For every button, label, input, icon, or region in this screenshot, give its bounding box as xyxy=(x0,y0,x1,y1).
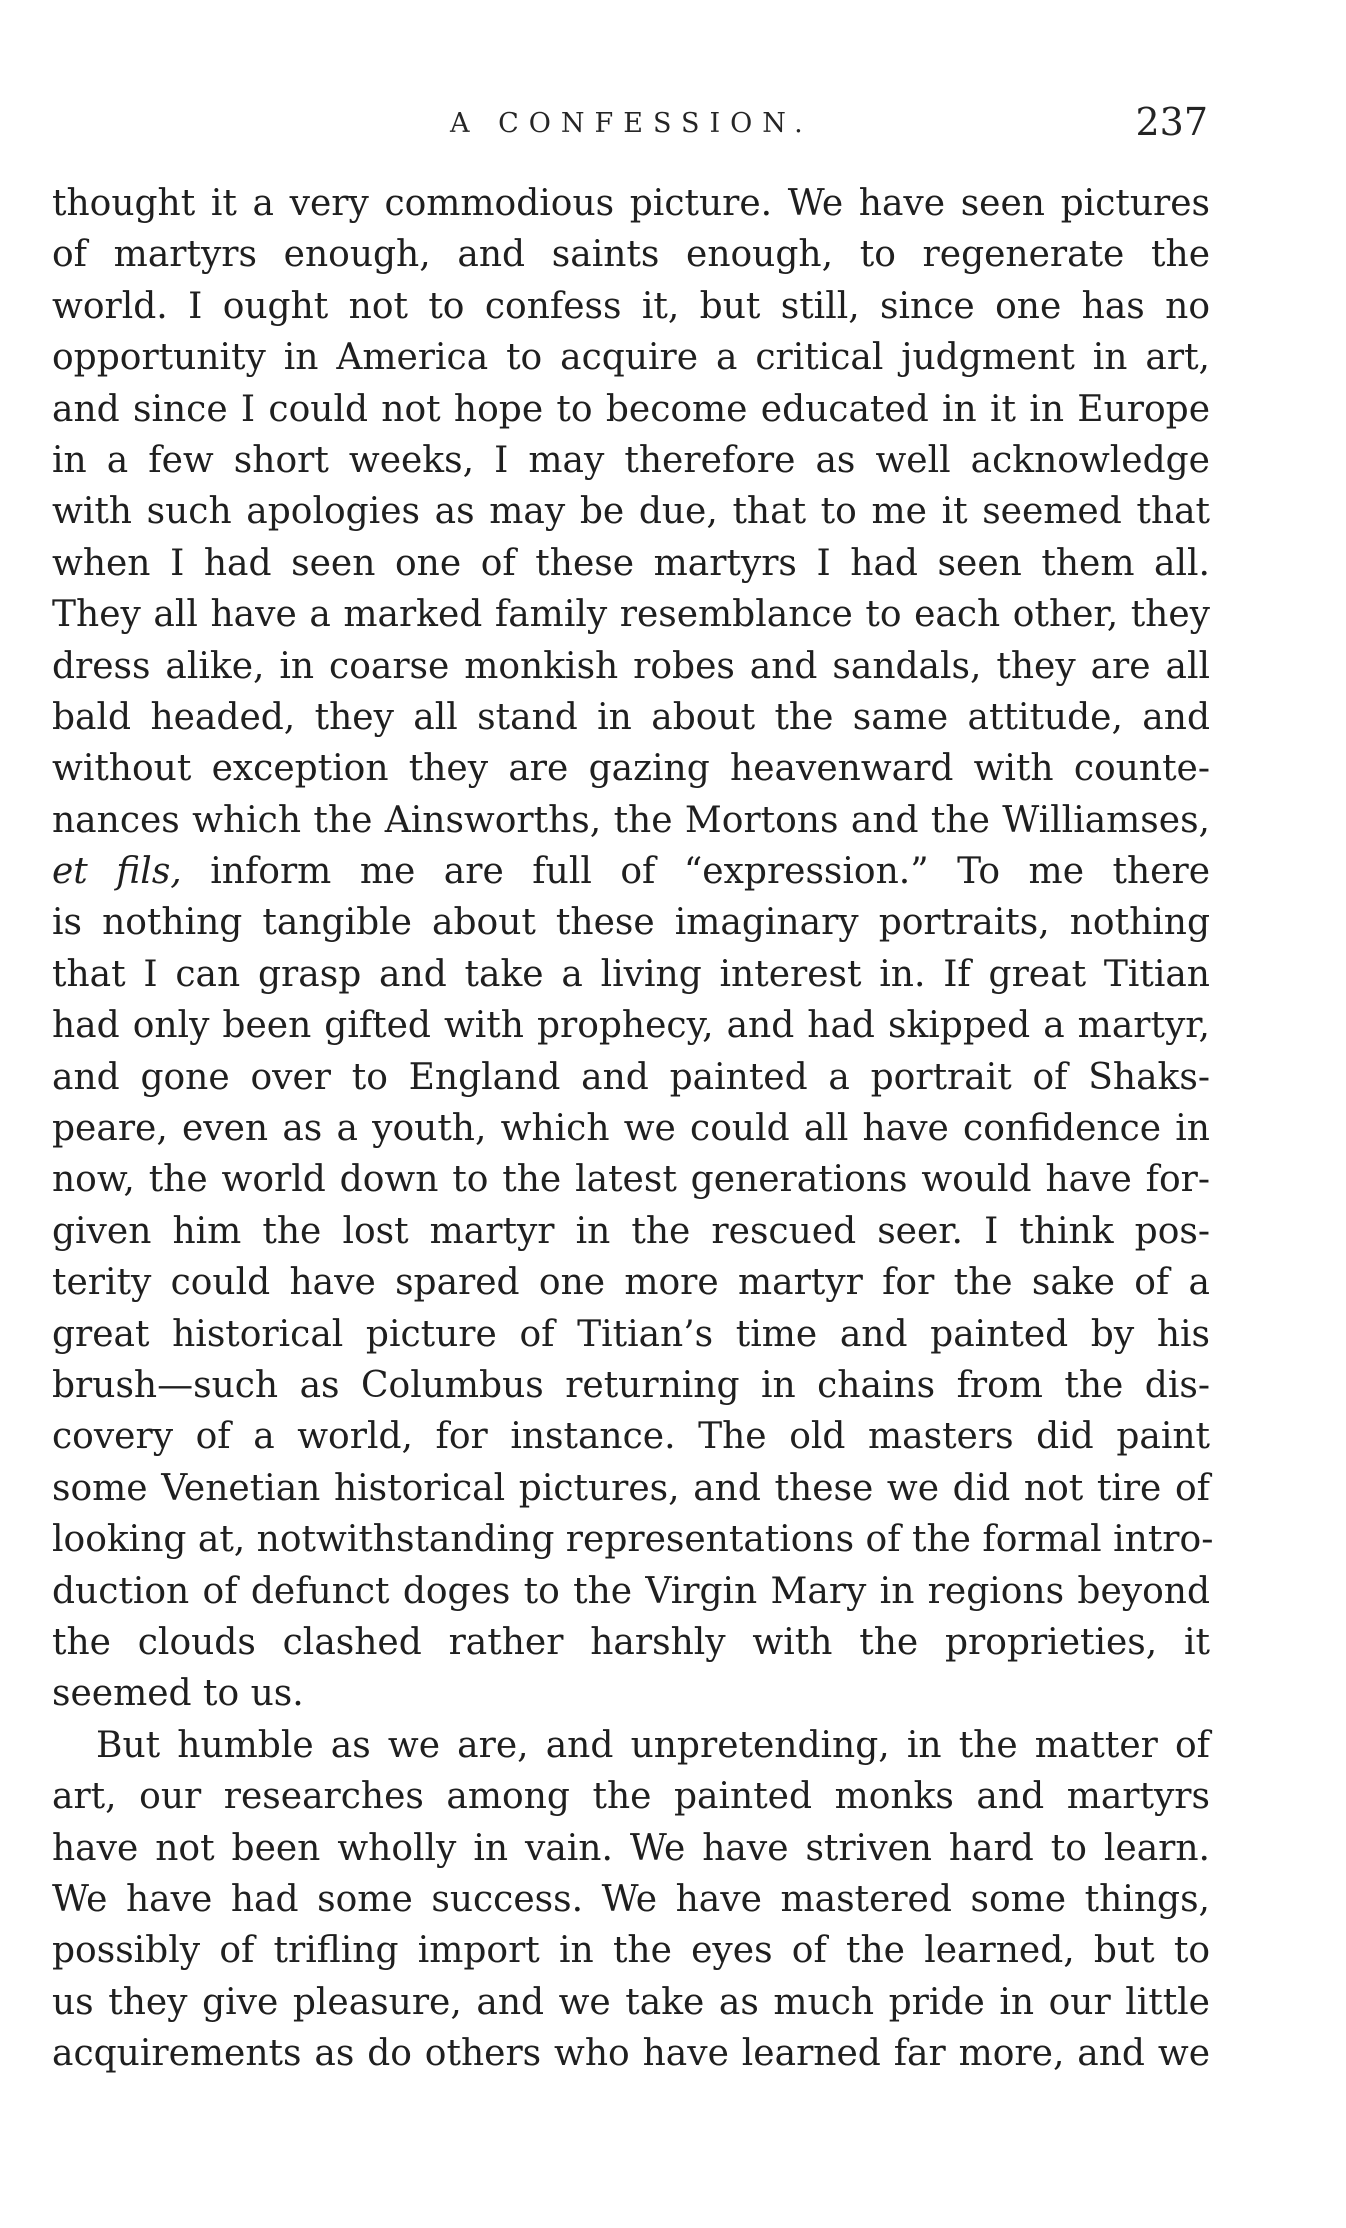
text-line: dress alike, in coarse monkish robes and sandals, they are all xyxy=(52,645,1210,687)
italic-phrase: et fils, xyxy=(52,851,182,893)
text-line: They all have a marked family resemblance to each other, they xyxy=(52,594,1210,636)
text-line: given him the lost martyr in the rescued seer. I think pos- xyxy=(52,1210,1210,1252)
body-text xyxy=(52,178,1214,2079)
text-line: brush—such as Columbus returning in chains from the dis- xyxy=(52,1364,1210,1406)
text-line: bald headed, they all stand in about the same attitude, and xyxy=(52,696,1210,738)
text-line: of martyrs enough, and saints enough, to regenerate the xyxy=(52,234,1210,276)
page-number: 237 xyxy=(1135,100,1208,144)
text-line: world. I ought not to confess it, but still, since one has no xyxy=(52,285,1210,327)
text-line: nances which the Ainsworths, the Mortons and the Williamses, xyxy=(52,799,1210,841)
text-line: opportunity in America to acquire a critical judgment in art, xyxy=(52,337,1210,379)
line-remainder: inform me are full of “expression.” To me there xyxy=(181,851,1210,893)
text-line: possibly of trifling import in the eyes of the learned, but to xyxy=(52,1930,1210,1972)
text-line: have not been wholly in vain. We have striven hard to learn. xyxy=(52,1827,1210,1869)
text-line: We have had some success. We have mastered some things, xyxy=(52,1878,1210,1920)
text-line: in a few short weeks, I may therefore as well acknowledge xyxy=(52,439,1210,481)
text-line: without exception they are gazing heavenward with counte- xyxy=(52,748,1210,790)
text-line: terity could have spared one more martyr for the sake of a xyxy=(52,1262,1210,1304)
text-line: art, our researches among the painted monks and martyrs xyxy=(52,1776,1210,1818)
text-line: But humble as we are, and unpretending, in the matter of xyxy=(96,1724,1210,1766)
text-line-italic-start xyxy=(52,846,1210,897)
text-line: and since I could not hope to become educated in it in Europe xyxy=(52,388,1210,430)
text-line: that I can grasp and take a living interest in. If great Titian xyxy=(52,953,1210,995)
text-line: some Venetian historical pictures, and these we did not tire of xyxy=(52,1467,1210,1509)
text-line: now, the world down to the latest generations would have for- xyxy=(52,1159,1210,1201)
text-line: and gone over to England and painted a portrait of Shaks- xyxy=(52,1056,1210,1098)
running-title: A CONFESSION. xyxy=(450,108,813,139)
paragraph-1 xyxy=(52,178,1214,1720)
text-line: peare, even as a youth, which we could all have confidence in xyxy=(52,1108,1210,1150)
page-header xyxy=(0,100,1346,152)
text-line: acquirements as do others who have learned far more, and we xyxy=(52,2033,1210,2075)
text-line: us they give pleasure, and we take as much pride in our little xyxy=(52,1981,1210,2023)
text-line: seemed to us. xyxy=(52,1673,304,1715)
text-line: is nothing tangible about these imaginary portraits, nothing xyxy=(52,902,1210,944)
text-line: thought it a very commodious picture. We have seen pictures xyxy=(52,183,1210,224)
text-line: had only been gifted with prophecy, and had skipped a martyr, xyxy=(52,1005,1210,1047)
text-line: covery of a world, for instance. The old masters did paint xyxy=(52,1416,1210,1458)
paragraph-2 xyxy=(52,1720,1210,2080)
text-line: great historical picture of Titian’s time and painted by his xyxy=(52,1313,1210,1355)
text-line: looking at, notwithstanding representations of the formal intro- xyxy=(52,1519,1214,1561)
text-line: when I had seen one of these martyrs I had seen them all. xyxy=(52,542,1210,584)
text-line: duction of defunct doges to the Virgin Mary in regions beyond xyxy=(52,1570,1210,1612)
text-line: the clouds clashed rather harshly with the proprieties, it xyxy=(52,1621,1210,1663)
text-line: with such apologies as may be due, that to me it seemed that xyxy=(52,491,1210,533)
